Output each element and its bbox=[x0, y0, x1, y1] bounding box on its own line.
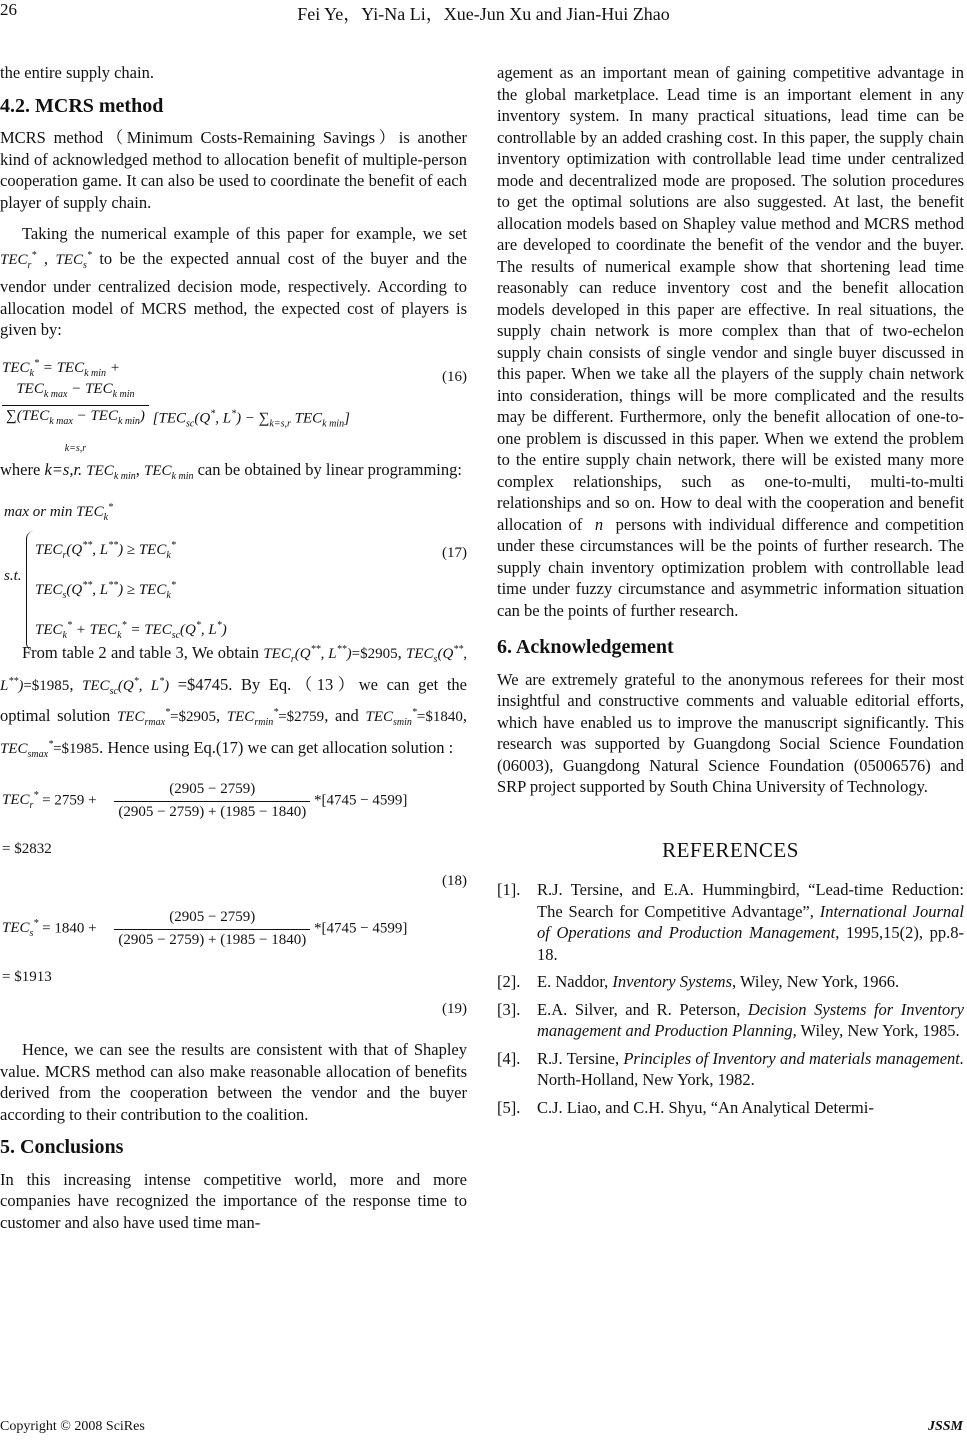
paragraph: Hence, we can see the results are consistent with that of Shapley value. MCRS method can also make reasonable allocation of benefits derived from the cooperation between the vendor and the buyer according to their contribution to the coalition. bbox=[0, 1040, 467, 1124]
running-header: Fei Ye，Yi-Na Li，Xue-Jun Xu and Jian-Hui Zhao bbox=[297, 4, 670, 24]
left-column bbox=[0, 62, 467, 1233]
page-number: 26 bbox=[0, 0, 17, 19]
paragraph: agement as an important mean of gaining competitive advantage in the global marketplace. Lead time is an important element in any inventory system. In many practical situations, lead time can be controllable by an added crashing cost. In this paper, the supply chain inventory optimization with controllable lead time under centralized mode and decentralized mode are proposed. The solution procedures to get the optimal solutions are also suggested. At last, the benefit allocation models based on Shapley value method and MCRS method are developed to coordinate the benefit of the vendor and the buyer. The results of numerical example show that shortening lead time reasonably can reduce inventory cost and the benefit allocation models developed in this paper are effective. In real situations, the supply chain network is more complex than that of two-echelon supply chain consists of single vendor and single buyer discussed in this paper. When we take all the players of the supply chain network into consideration, things will be more complicated and the results may be different. Furthermore, only the benefit allocation of one-to-one problem is discussed in this paper. When we extend the problem to the entire supply chain network, there will be existed many more complex relationships, such as one-to-multi, multi-to-multi relationships and so on. How to deal with the cooperation and benefit allocation of n persons with individual difference and competition under these circumstances will be the points of further research. The supply chain inventory optimization problem with controllable lead time under fuzzy circumstance and asymmetric information situation can be the points of further research. bbox=[497, 63, 964, 620]
journal-abbrev: JSSM bbox=[927, 1419, 963, 1434]
paragraph: In this increasing intense competitive world, more and more companies have recognized the importance of the response time to customer and also have used time man- bbox=[0, 1169, 467, 1232]
section-heading-conclusions: 5. Conclusions bbox=[0, 1136, 124, 1158]
reference-item: [5]. C.J. Liao, and C.H. Shyu, “An Analytical Determi- bbox=[497, 1097, 874, 1117]
equation-number: (17) bbox=[442, 545, 467, 561]
section-heading-mcrs: 4.2. MCRS method bbox=[0, 94, 164, 117]
equation-number: (18) bbox=[442, 873, 467, 889]
reference-item: [2]. E. Naddor, Inventory Systems, Wiley, New York, 1966. bbox=[497, 972, 900, 991]
equation-18: $TEC_r^* = 2759$ + $\frac{(2905 - 2759)}{(2905 - 2759) + (1985 - 1840)}$ *[4745 − 4599] = $2832 (18) bbox=[0, 779, 467, 897]
reference-item: [3]. E.A. Silver, and R. Peterson, Decision Systems for Inventory management and Production Planning, Wiley, New York, 1985. bbox=[497, 999, 964, 1040]
reference-item: [1]. R.J. Tersine, and E.A. Hummingbird, “Lead-time Reduction: The Search for Competitive Advantage”, International Journal of Operations and Production Management, 1995,15(2), pp.8-18. bbox=[497, 880, 965, 964]
section-heading-acknowledgement: 6. Acknowledgement bbox=[497, 636, 674, 658]
equation-number: (19) bbox=[442, 1001, 467, 1017]
paragraph: MCRS method（Minimum Costs-Remaining Savings）is another kind of acknowledged method to allocation benefit of multiple-person cooperation game. It can also be used to coordinate the benefit of each player of supply chain. bbox=[0, 128, 467, 212]
references-heading: REFERENCES bbox=[662, 837, 799, 862]
symbol-tec-s: $TEC_s^*$ bbox=[55, 249, 92, 271]
reference-item: [4]. R.J. Tersine, Principles of Inventory and materials management. North-Holland, New York, 1982. bbox=[497, 1048, 965, 1089]
equation-number: (16) bbox=[442, 368, 467, 385]
symbol-tec-r: $TEC_r^*$ bbox=[0, 249, 37, 271]
equation-17: max or $\min TEC_k^*$ s.t. $TEC_r(Q^{**}$, $L^{**}) \ge TEC_k^*$ $TEC_s(Q^{**}$, $L^{**}) \ge TEC_k^*$ $TEC_k^* + TEC_k^* = TEC_{sc}(Q^*$, L*) (17) bbox=[0, 497, 467, 625]
copyright: Copyright © 2008 SciRes bbox=[0, 1419, 145, 1434]
paragraph: the entire supply chain. bbox=[0, 63, 154, 82]
paragraph: From table 2 and table 3, We obtain $TEC_r(Q^{**}$, L**)=$2905, $TEC_s(Q^{**}$, L**)=$1985, $TEC_{sc}(Q^*$, L*) =$4745. By Eq.（13）we can get the optimal solution $TEC_{rmax}^*=\$2905$, $TEC_{rmin}^*=\$2759$, and $TEC_{smin}^*=\$1840$, $TEC_{smax}^*=\$1985$. Hence using Eq.(17) we can get allocation solution : bbox=[0, 643, 468, 760]
reference-list bbox=[497, 879, 964, 1118]
equation-16: $TEC_k^* = TEC_{k min}$ + $TEC_{k max} - TEC_{k min}$ $\sum(TEC_{k max} - TEC_{k min})$ $_{k=s,r}$ [$TEC_{sc}(Q^*$, $L^*) - \sum_{k=s,r}$ $TEC_{k min}$] (16) bbox=[2, 357, 467, 454]
right-column bbox=[497, 62, 964, 1124]
paragraph: We are extremely grateful to the anonymous referees for their most insightful and constructive comments and valuable editorial efforts, which have enabled us to improve the manuscript significantly. This research was supported by Guangdong Social Science Foundation (06003), Guangdong Natural Science Foundation (05006576) and SRP project supported by South China University of Technology. bbox=[497, 669, 964, 796]
equation-19: $TEC_s^* = 1840$ + $\frac{(2905 - 2759)}{(2905 - 2759) + (1985 - 1840)}$ *[4745 − 4599] = $1913 (19) bbox=[0, 907, 467, 1025]
paragraph: Taking the numerical example of this paper for example, we set $TEC_r^*$ , $TEC_s^*$ to be the expected annual cost of the buyer and the vendor under centralized decision mode, respectively. According to allocation model of MCRS method, the expected cost of players is given by: bbox=[0, 224, 468, 339]
paragraph: where k=s,r. $TEC_{k min}$, $TEC_{k min}$ can be obtained by linear programming: bbox=[0, 459, 462, 482]
